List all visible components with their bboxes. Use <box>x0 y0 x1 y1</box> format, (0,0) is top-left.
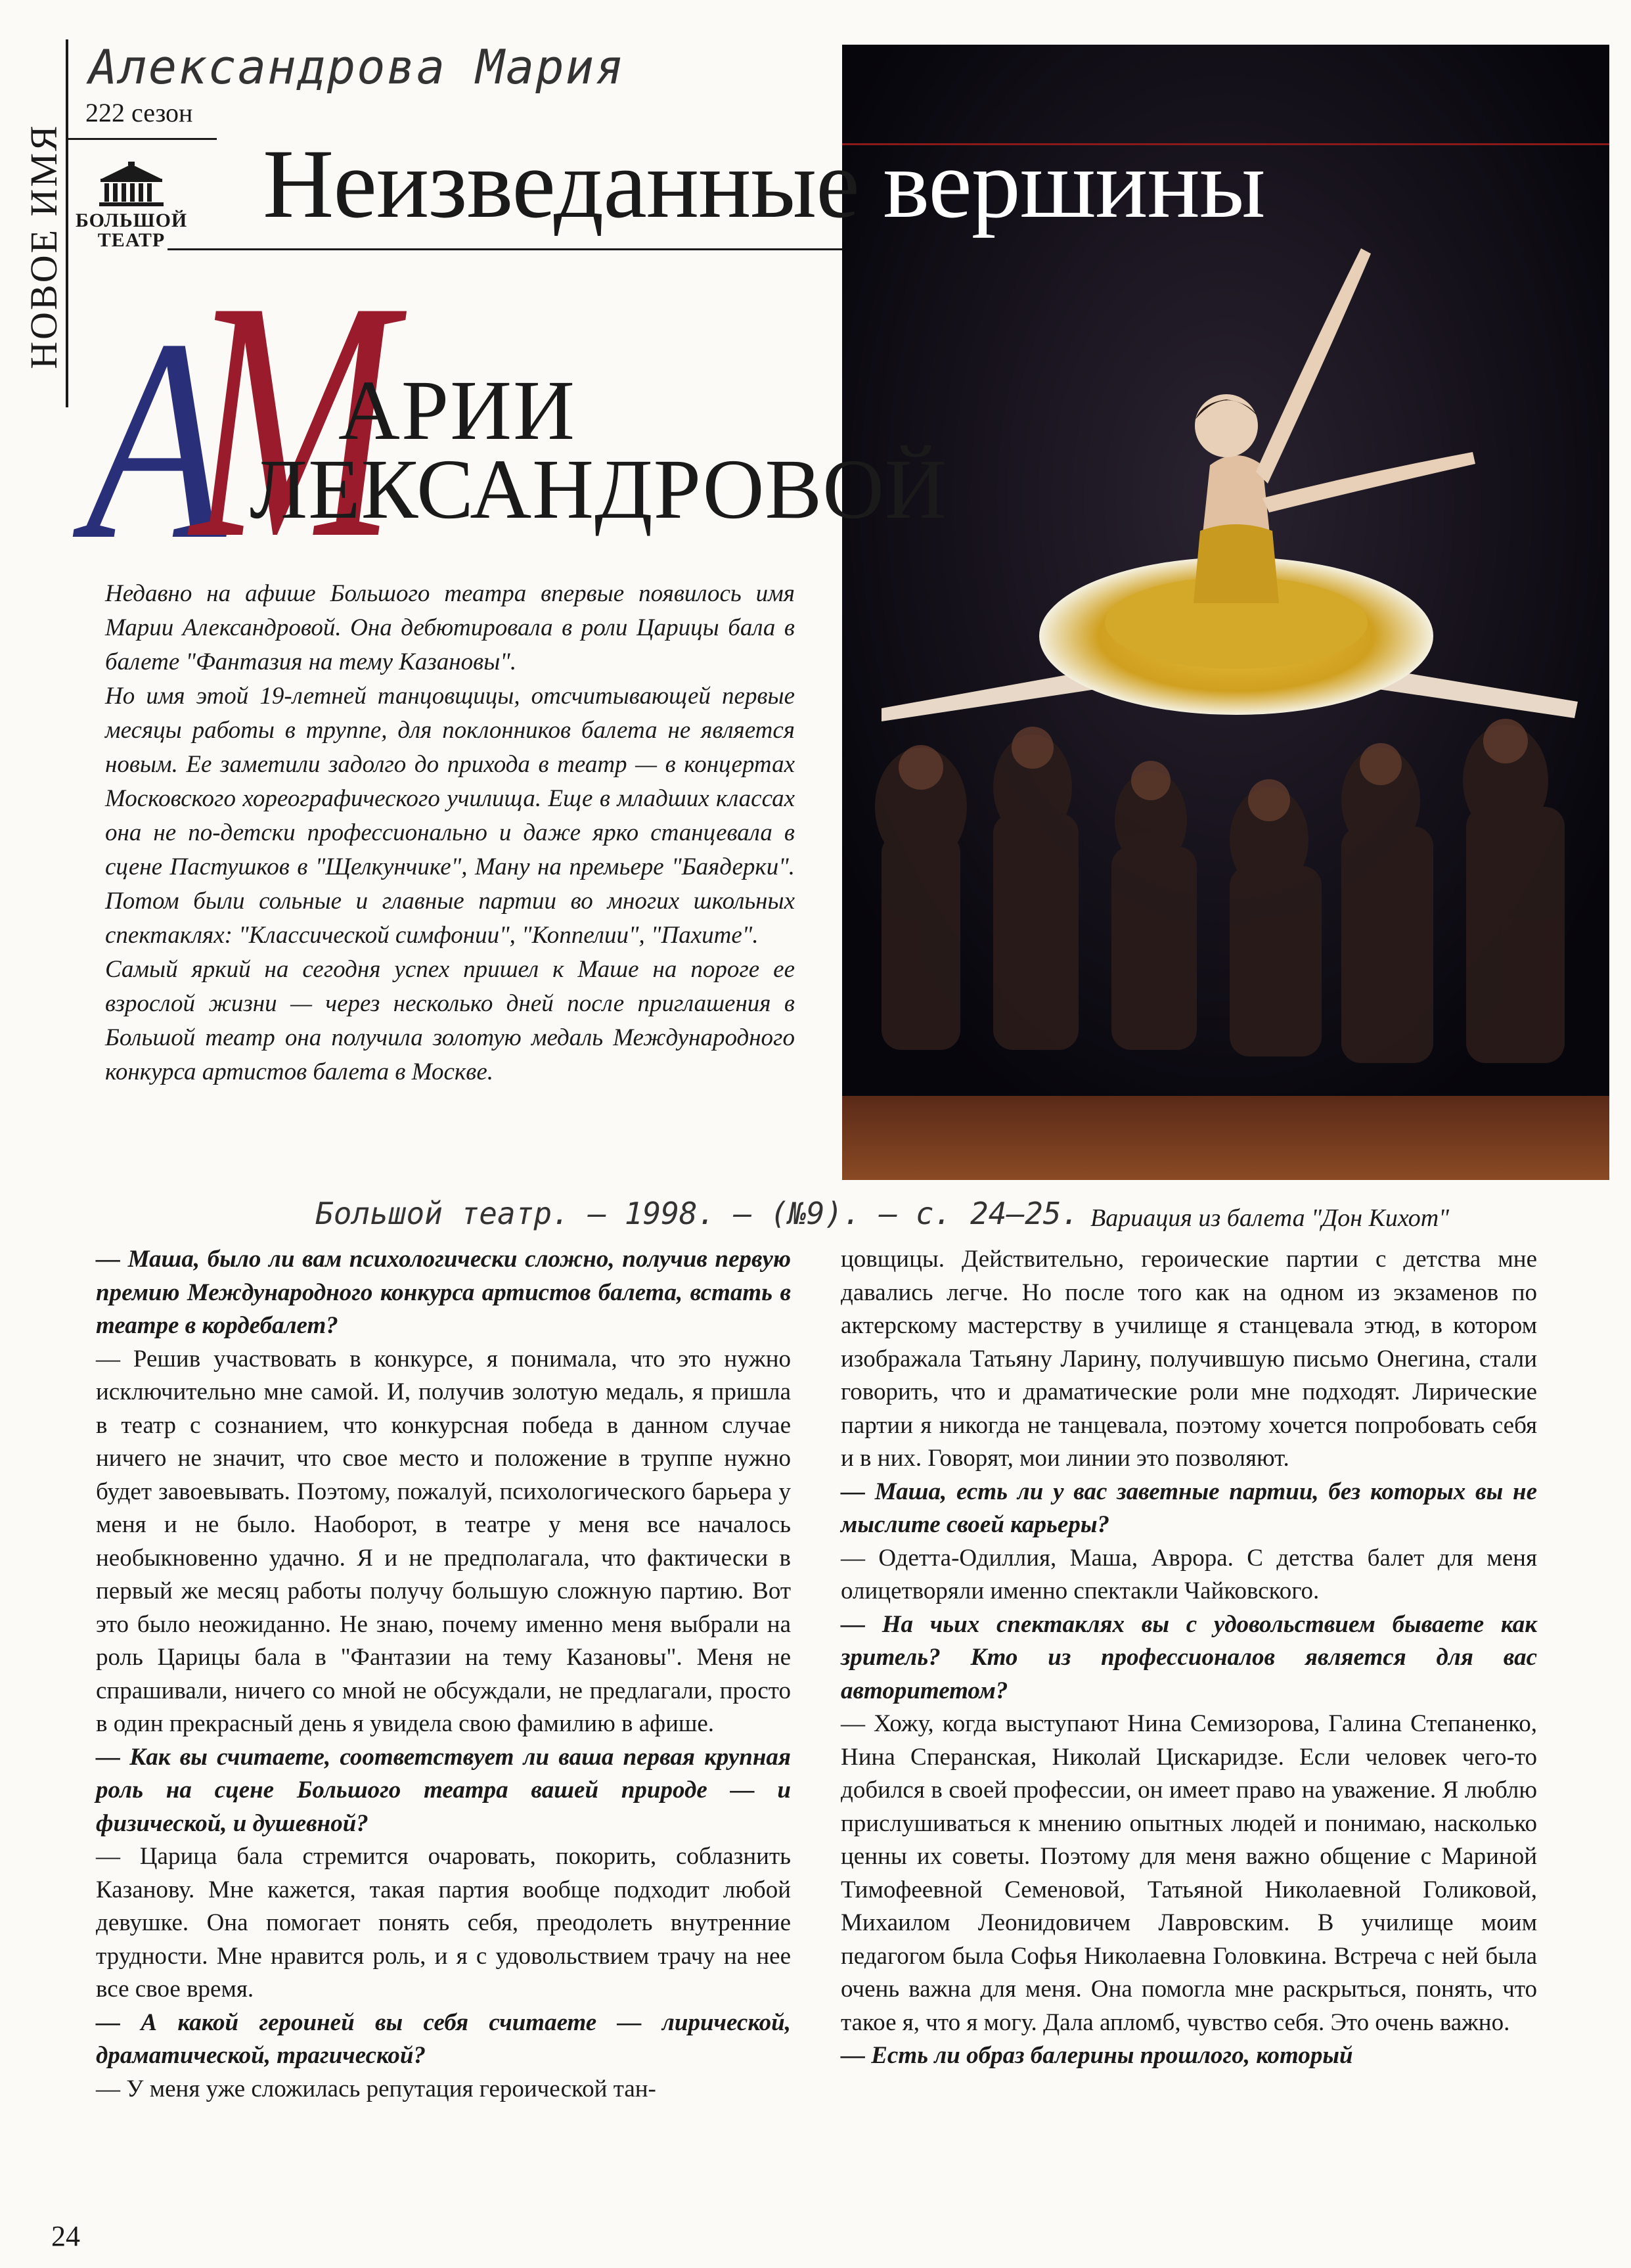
name-line-2: ЛЕКСАНДРОВОЙ <box>250 442 947 537</box>
article-title <box>263 129 1265 238</box>
theatre-facade-icon <box>95 162 168 208</box>
answer: — Царица бала стремится очаровать, покорить, соблазнить Казанову. Мне кажется, такая партия вообще подходит любой девушке. Она помогает понять себя, преодолеть внутренние трудности. Мне нравится роль, и я с удовольствием трачу на нее все свое время. <box>96 1843 791 2003</box>
question: — Как вы считаете, соответствует ли ваша первая крупная роль на сцене Большого театра вашей природе — и физической, и душевной? <box>96 1743 791 1837</box>
question: — А какой героиней вы себя считаете — лирической, драматической, трагической? <box>96 2008 791 2069</box>
handwritten-source-note: Большой театр. – 1998. – (№9). – с. 24–25. <box>315 1196 1080 1231</box>
interview-column-left <box>96 1243 791 2106</box>
decorative-initial-m: М <box>190 231 395 609</box>
intro-text <box>105 577 795 1089</box>
logo-line-1: БОЛЬШОЙ <box>76 210 188 231</box>
answer: — У меня уже сложилась репутация героической тан- <box>96 2075 656 2102</box>
answer: цовщицы. Действительно, героические партии с детства мне давались легче. Но после того как на одном из экзаменов по актерскому мастерству в училище я станцевала этюд, в котором изображала Татьяну Ларину, получившую письмо Онегина, стали говорить, что и драматические роли мне подходят. Лирические партии я никогда не танцевала, поэтому хочется попробовать себя и в них. Говорят, мои линии это позволяют. <box>841 1246 1537 1472</box>
question: — На чьих спектаклях вы с удовольствием бываете как зритель? Кто из профессионалов является для вас авторитетом? <box>841 1610 1537 1704</box>
question: — Маша, было ли вам психологически сложно, получив первую премию Международного конкурса артистов балета, встать в театре в кордебалет? <box>96 1246 791 1339</box>
question: — Есть ли образ балерины прошлого, который <box>841 2042 1353 2069</box>
intro-paragraph: Но имя этой 19-летней танцовщицы, отсчитывающей первые месяцы работы в труппе, для поклонников балета не является новым. Ее заметили задолго до прихода в театр — в концертах Московского хореографического училища. Еще в младших классах она не по-детски профессионально и даже ярко станцевала в сцене Пастушков в "Щелкунчике", Ману на премьере "Баядерки". Потом были сольные и главные партии во многих школьных спектаклях: "Классической симфонии", "Коппелии", "Пахите". <box>105 683 795 949</box>
answer: — Одетта-Одиллия, Маша, Аврора. С детства балет для меня олицетворяли именно спектакли Чайковского. <box>841 1544 1537 1604</box>
decorative-initial-a: А <box>85 280 227 600</box>
answer: — Решив участвовать в конкурсе, я понимала, что это нужно исключительно мне самой. И, получив золотую медаль, я пришла в театр с сознанием, что конкурсная победа в данном случае ничего не значит, что свое место и положение в труппе нужно будет завоевывать. Поэтому, пожалуй, психологического барьера у меня и не было. Наоборот, в театре у меня все началось необыкновенно удачно. Я и не предполагала, что фактически в первый же месяц работы получу большую сложную партию. Вот это было неожиданно. Не знаю, почему именно меня выбрали на роль Царицы бала в "Фантазии на тему Казановы". Меня не спрашивали, ничего со мной не обсуждали, не предлагали, просто в один прекрасный день я увидела свою фамилию в афише. <box>96 1345 791 1737</box>
title-part-1: Неизведанные <box>263 129 859 238</box>
logo-line-2: ТЕАТР <box>97 229 166 251</box>
photo-caption: Вариация из балета "Дон Кихот" <box>1090 1204 1450 1232</box>
title-part-2: вершины <box>883 129 1265 238</box>
bolshoi-logo <box>76 162 187 250</box>
season-label: 222 сезон <box>85 98 193 127</box>
intro-paragraph: Самый яркий на сегодня успех пришел к Маше на пороге ее взрослой жизни — через несколько дней после приглашения в Большой театр она получила золотую медаль Международного конкурса артистов балета в Москве. <box>105 956 795 1085</box>
sidebar-top-rule <box>66 138 217 140</box>
handwritten-author-note: Александрова Мария <box>89 39 625 95</box>
question: — Маша, есть ли у вас заветные партии, без которых вы не мыслите своей карьеры? <box>841 1478 1537 1538</box>
page-number: 24 <box>51 2220 80 2252</box>
section-label: НОВОЕ ИМЯ <box>22 124 65 369</box>
interview-column-right <box>841 1243 1537 2073</box>
answer: — Хожу, когда выступают Нина Семизорова, Галина Степаненко, Нина Сперанская, Николай Цискаридзе. Если человек чего-то добился в своей профессии, он имеет право на уважение. Я люблю прислушиваться к мнению опытных людей и понимаю, насколько ценны их советы. Поэтому для меня важно общение с Мариной Тимофеевной Семеновой, Татьяной Николаевной Голиковой, Михаилом Леонидовичем Лавровским. В училище моим педагогом была Софья Николаевна Головкина. Встреча с ней была очень важна для меня. Она помогла мне раскрыться, понять, что такое я, что я могу. Дала апломб, чувство себя. Это очень важно. <box>841 1710 1537 2036</box>
name-line-1: АРИИ <box>338 363 576 458</box>
intro-paragraph: Недавно на афише Большого театра впервые появилось имя Марии Александровой. Она дебютировала в роли Царицы бала в балете "Фантазия на тему Казановы". <box>105 580 795 675</box>
